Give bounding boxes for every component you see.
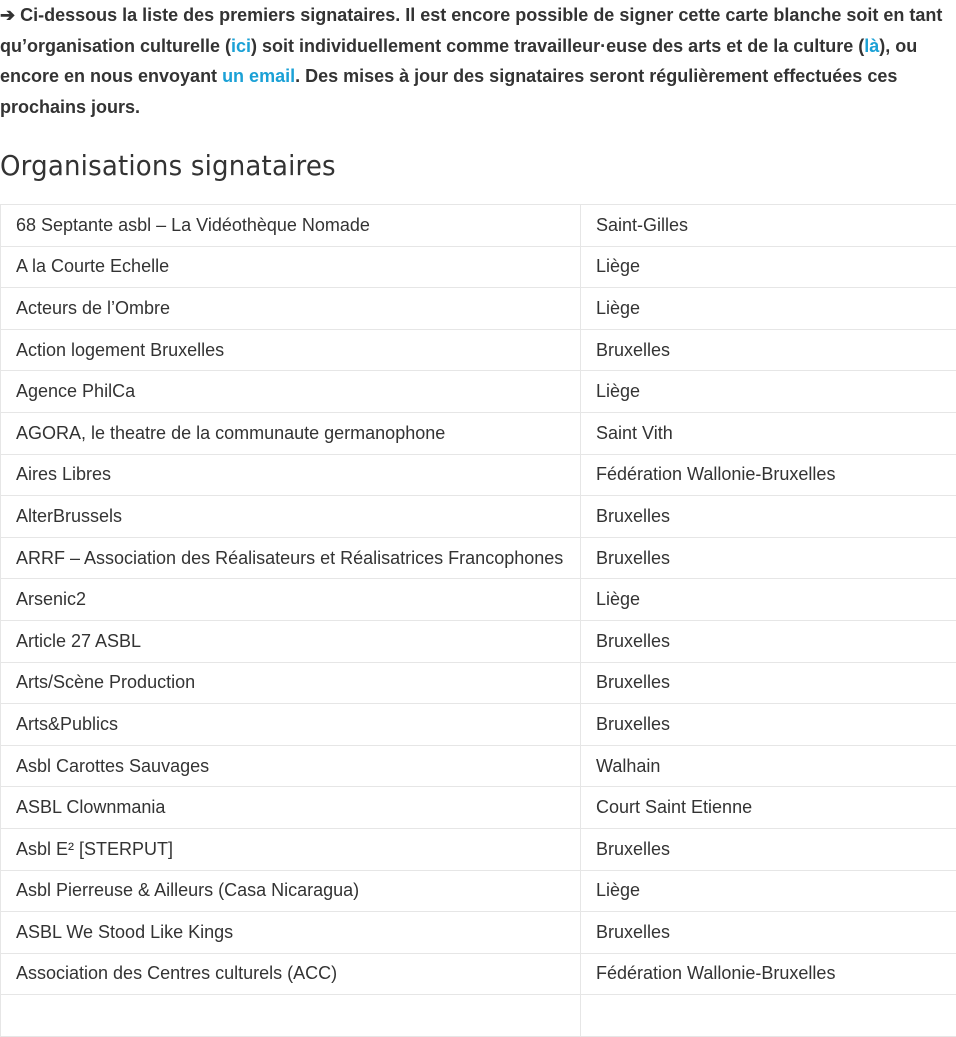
organisation-name: Arts/Scène Production (1, 662, 581, 704)
organisation-name: Asbl Pierreuse & Ailleurs (Casa Nicaragua) (1, 870, 581, 912)
table-row (1, 870, 956, 912)
table-row (1, 787, 956, 829)
intro-text-2: ) soit individuellement comme travailleur·euse des arts et de la culture ( (251, 36, 864, 56)
intro-text-4: . Des mises à jour des signataires seront régulièrement effectuées ces prochains jours. (0, 66, 897, 117)
organisation-name: A la Courte Echelle (1, 246, 581, 288)
organisation-location: Bruxelles (581, 620, 956, 662)
table-row (1, 953, 956, 995)
organisation-location: Bruxelles (581, 704, 956, 746)
table-row (1, 205, 956, 247)
intro-text-3: ), ou encore en nous envoyant (0, 36, 917, 87)
table-row (1, 995, 956, 1037)
organisation-location: Saint-Gilles (581, 205, 956, 247)
table-row (1, 537, 956, 579)
intro-paragraph (0, 0, 956, 122)
organisation-name (1, 995, 581, 1037)
organisation-location: Bruxelles (581, 912, 956, 954)
organisation-location: Court Saint Etienne (581, 787, 956, 829)
organisation-location: Bruxelles (581, 662, 956, 704)
organisation-location: Bruxelles (581, 828, 956, 870)
email-link[interactable]: un email (222, 66, 295, 86)
organisation-name: ASBL We Stood Like Kings (1, 912, 581, 954)
organisation-location: Bruxelles (581, 496, 956, 538)
organisation-name: Asbl Carottes Sauvages (1, 745, 581, 787)
organisation-name: Acteurs de l’Ombre (1, 288, 581, 330)
organisation-location: Bruxelles (581, 537, 956, 579)
table-row (1, 662, 956, 704)
organisation-name: Association des Centres culturels (ACC) (1, 953, 581, 995)
table-row (1, 496, 956, 538)
table-row (1, 371, 956, 413)
table-row (1, 288, 956, 330)
organisation-location: Bruxelles (581, 329, 956, 371)
table-row (1, 704, 956, 746)
organisation-name: 68 Septante asbl – La Vidéothèque Nomade (1, 205, 581, 247)
organisation-name: ARRF – Association des Réalisateurs et Réalisatrices Francophones (1, 537, 581, 579)
organisation-name: Arts&Publics (1, 704, 581, 746)
organisation-location: Walhain (581, 745, 956, 787)
table-row (1, 412, 956, 454)
intro-text-1: ➔ Ci-dessous la liste des premiers signataires. Il est encore possible de signer cette carte blanche soit en tant qu’organisation culturelle ( (0, 5, 942, 56)
table-row (1, 745, 956, 787)
table-row (1, 912, 956, 954)
organisation-name: Agence PhilCa (1, 371, 581, 413)
section-title: Organisations signataires (0, 149, 336, 182)
table-row (1, 329, 956, 371)
organisation-name: Arsenic2 (1, 579, 581, 621)
table-row (1, 246, 956, 288)
organisation-location: Saint Vith (581, 412, 956, 454)
organisation-location (581, 995, 956, 1037)
organisation-name: Asbl E² [STERPUT] (1, 828, 581, 870)
organisation-name: Article 27 ASBL (1, 620, 581, 662)
organisation-location: Fédération Wallonie-Bruxelles (581, 953, 956, 995)
organisation-location: Liège (581, 579, 956, 621)
organisation-location: Liège (581, 246, 956, 288)
table-row (1, 620, 956, 662)
table-row (1, 828, 956, 870)
organisation-name: AGORA, le theatre de la communaute germanophone (1, 412, 581, 454)
organisation-location: Liège (581, 288, 956, 330)
signup-organisation-link[interactable]: ici (231, 36, 251, 56)
table-row (1, 579, 956, 621)
organisation-location: Liège (581, 371, 956, 413)
organisation-name: AlterBrussels (1, 496, 581, 538)
organisation-name: Action logement Bruxelles (1, 329, 581, 371)
organisation-name: Aires Libres (1, 454, 581, 496)
organisation-name: ASBL Clownmania (1, 787, 581, 829)
signup-individual-link[interactable]: là (864, 36, 879, 56)
organisation-location: Liège (581, 870, 956, 912)
table-row (1, 454, 956, 496)
organisation-location: Fédération Wallonie-Bruxelles (581, 454, 956, 496)
signatories-table (0, 204, 956, 1037)
